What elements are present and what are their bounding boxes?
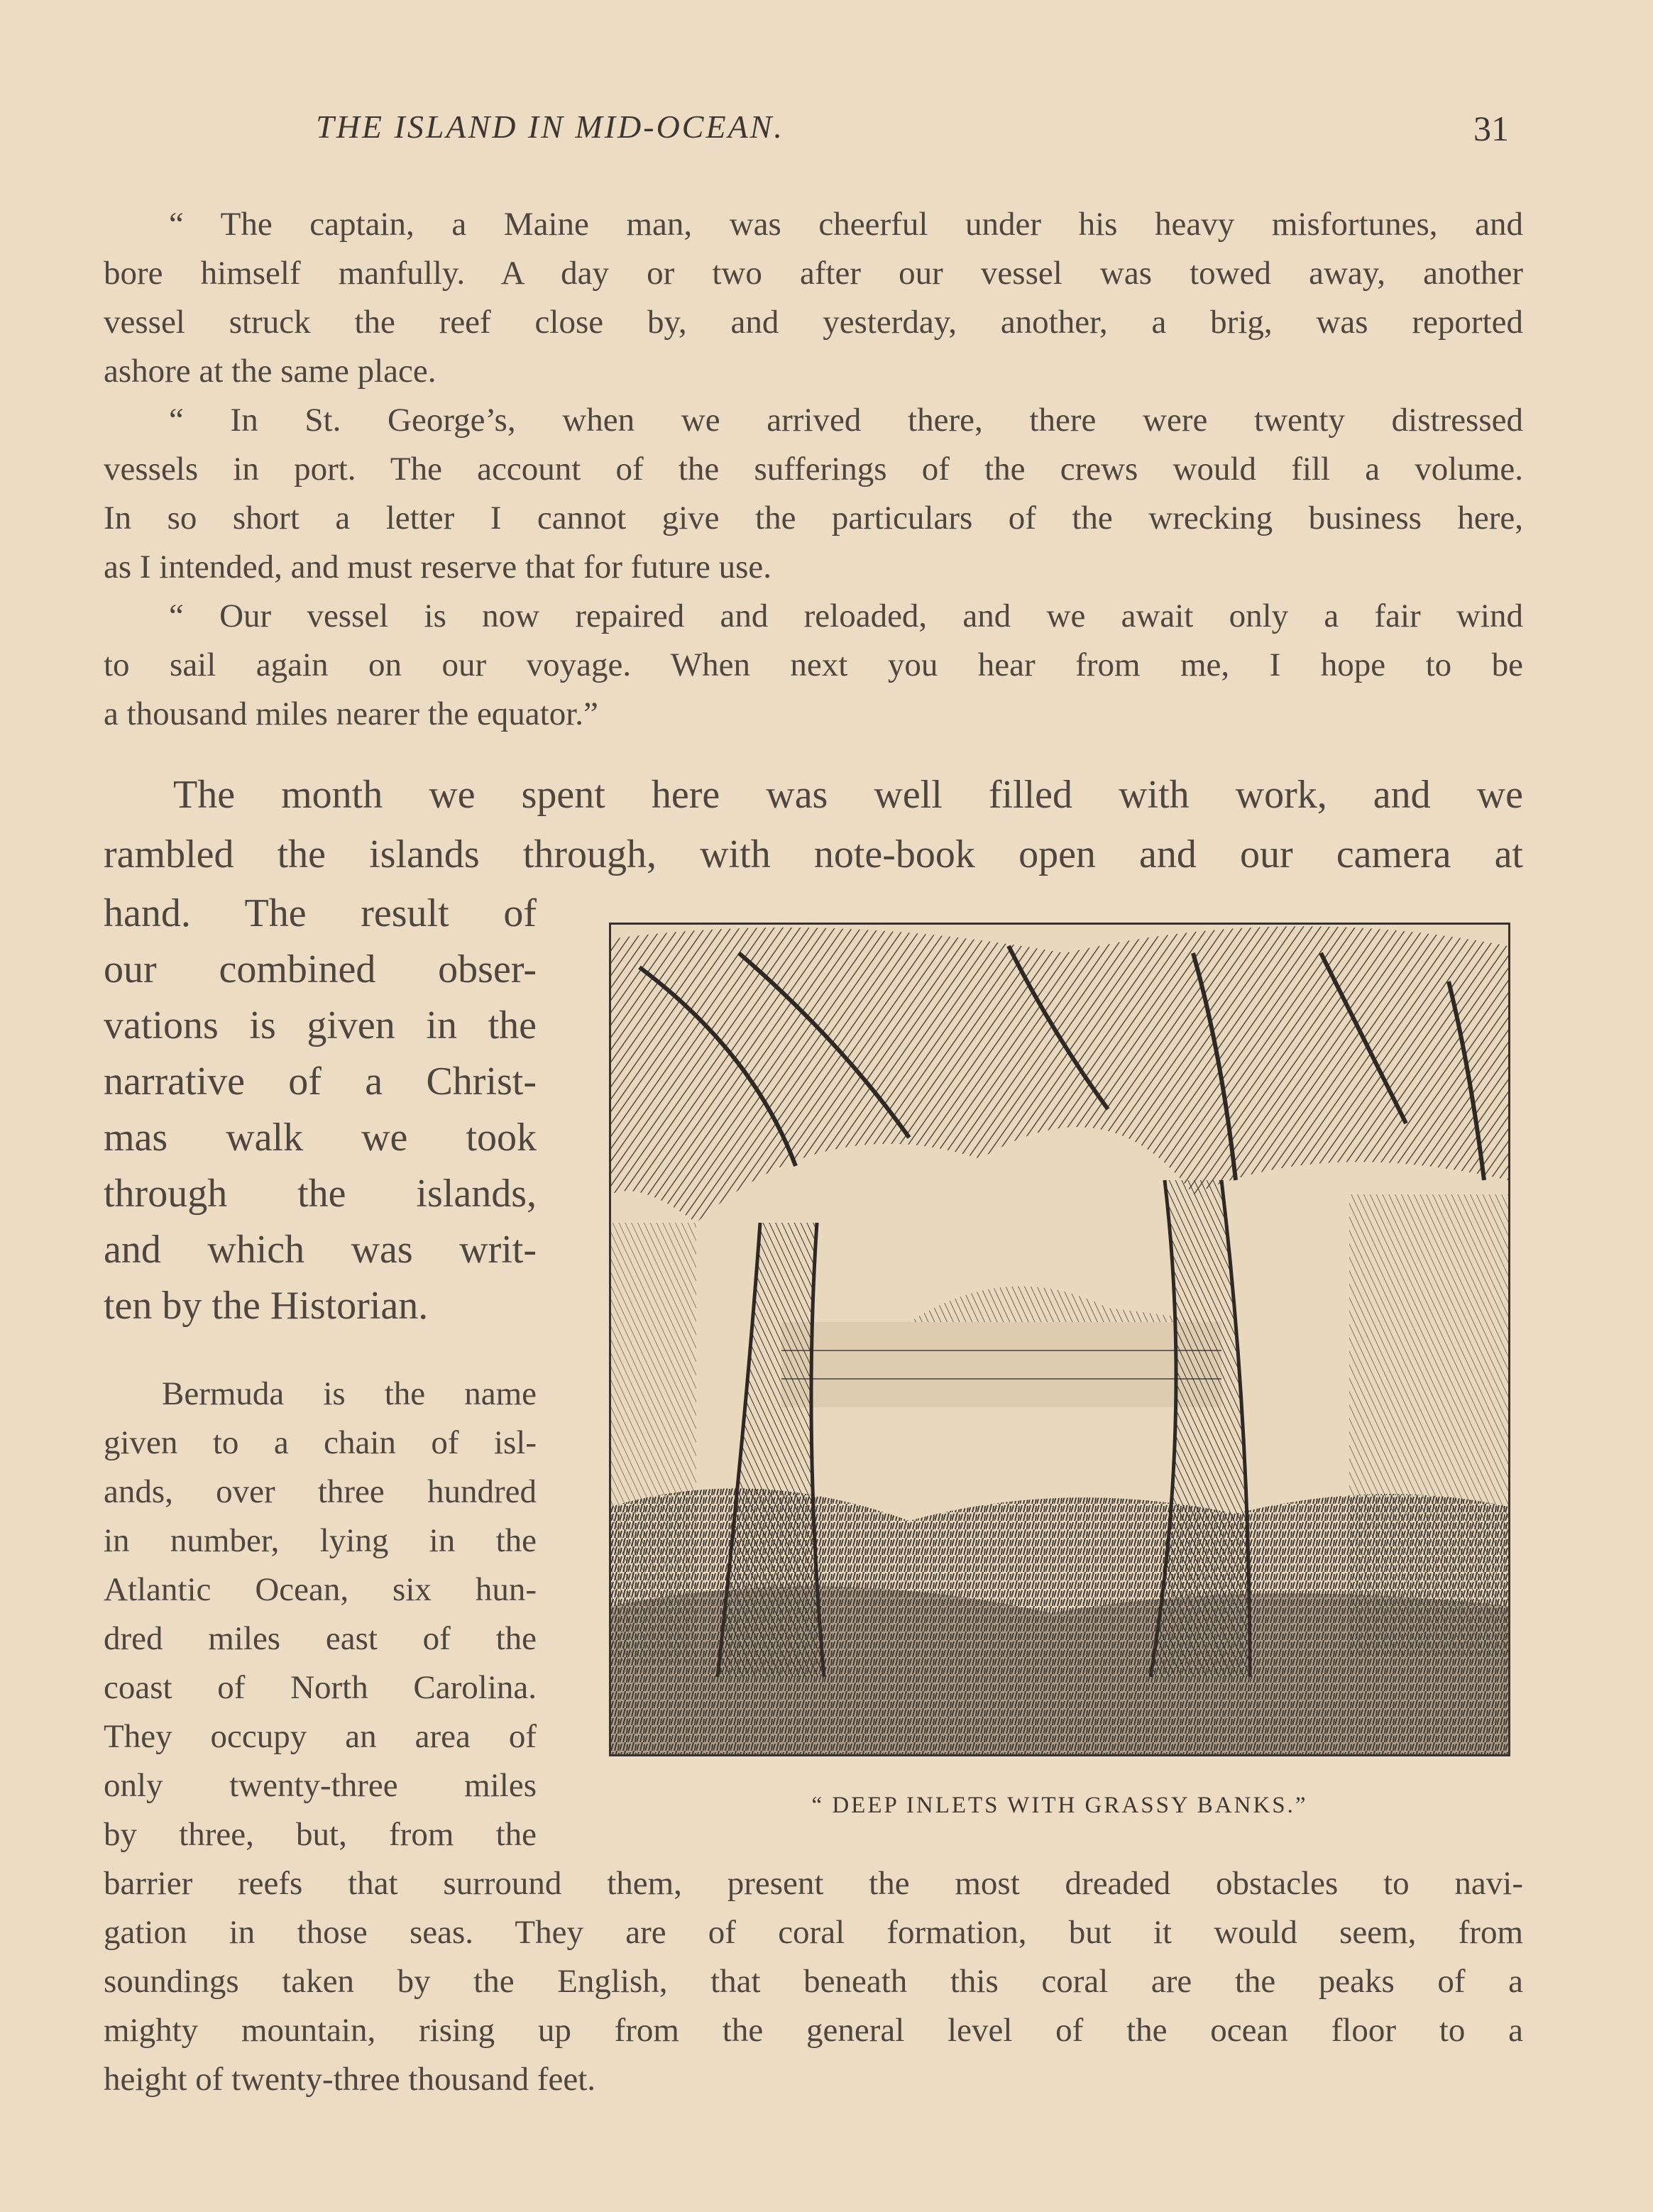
- text-line: only twenty-three miles: [104, 1767, 537, 1804]
- narrative-column: [104, 886, 537, 1334]
- text-line: ashore at the same place.: [104, 353, 436, 390]
- text-line: height of twenty-three thousand feet.: [104, 2061, 596, 2098]
- letter-paragraph-2: [104, 396, 1523, 592]
- text-line: bore himself manfully. A day or two after our vessel was towed away, another: [104, 255, 1523, 292]
- text-line: through the islands,: [104, 1172, 537, 1216]
- running-title: THE ISLAND IN MID-OCEAN.: [316, 109, 784, 145]
- letter-paragraph-3: [104, 592, 1523, 739]
- text-line: our combined obser-: [104, 947, 537, 991]
- text-line: mighty mountain, rising up from the general level of the ocean floor to a: [104, 2012, 1523, 2049]
- text-line: gation in those seas. They are of coral formation, but it would seem, from: [104, 1914, 1523, 1951]
- figure-caption: “ DEEP INLETS WITH GRASSY BANKS.”: [811, 1793, 1308, 1818]
- text-line: hand. The result of: [104, 891, 537, 935]
- text-line: vessels in port. The account of the sufferings of the crews would fill a volume.: [104, 451, 1523, 488]
- text-line: mas walk we took: [104, 1116, 537, 1160]
- narrative-paragraph: [104, 765, 1523, 884]
- text-line: They occupy an area of: [104, 1718, 537, 1755]
- text-line: by three, but, from the: [104, 1816, 537, 1853]
- text-line: as I intended, and must reserve that for future use.: [104, 549, 771, 585]
- text-line: barrier reefs that surround them, present the most dreaded obstacles to navi-: [104, 1865, 1523, 1902]
- page-number: 31: [1473, 109, 1509, 148]
- text-line: dred miles east of the: [104, 1620, 537, 1657]
- text-line: coast of North Carolina.: [104, 1669, 537, 1706]
- text-line: given to a chain of isl-: [104, 1424, 537, 1461]
- history-column: [104, 1370, 537, 1859]
- text-line: ten by the Historian.: [104, 1284, 429, 1328]
- engraving-illustration: [609, 923, 1510, 1756]
- text-line: a thousand miles nearer the equator.”: [104, 695, 598, 732]
- text-line: and which was writ-: [104, 1228, 537, 1272]
- text-line: vations is given in the: [104, 1003, 537, 1047]
- text-line: to sail again on our voyage. When next you hear from me, I hope to be: [104, 646, 1523, 683]
- text-line: In so short a letter I cannot give the particulars of the wrecking business here,: [104, 500, 1523, 537]
- letter-paragraph-1: [104, 200, 1523, 396]
- history-paragraph-continued: [104, 1859, 1523, 2104]
- text-line: “ Our vessel is now repaired and reloaded, and we await only a fair wind: [169, 598, 1523, 634]
- text-line: soundings taken by the English, that beneath this coral are the peaks of a: [104, 1963, 1523, 2000]
- text-line: vessel struck the reef close by, and yesterday, another, a brig, was reported: [104, 304, 1523, 341]
- text-line: in number, lying in the: [104, 1522, 537, 1559]
- text-line: rambled the islands through, with note-book open and our camera at: [104, 832, 1523, 876]
- text-line: Atlantic Ocean, six hun-: [104, 1571, 537, 1608]
- text-line: narrative of a Christ-: [104, 1060, 537, 1104]
- text-line: The month we spent here was well filled with work, and we: [173, 773, 1523, 817]
- text-line: ands, over three hundred: [104, 1473, 537, 1510]
- palm-trees-engraving: [611, 925, 1508, 1754]
- text-line: “ In St. George’s, when we arrived there, there were twenty distressed: [169, 402, 1523, 439]
- text-line: “ The captain, a Maine man, was cheerful under his heavy misfortunes, and: [169, 206, 1523, 243]
- text-line: Bermuda is the name: [162, 1375, 537, 1412]
